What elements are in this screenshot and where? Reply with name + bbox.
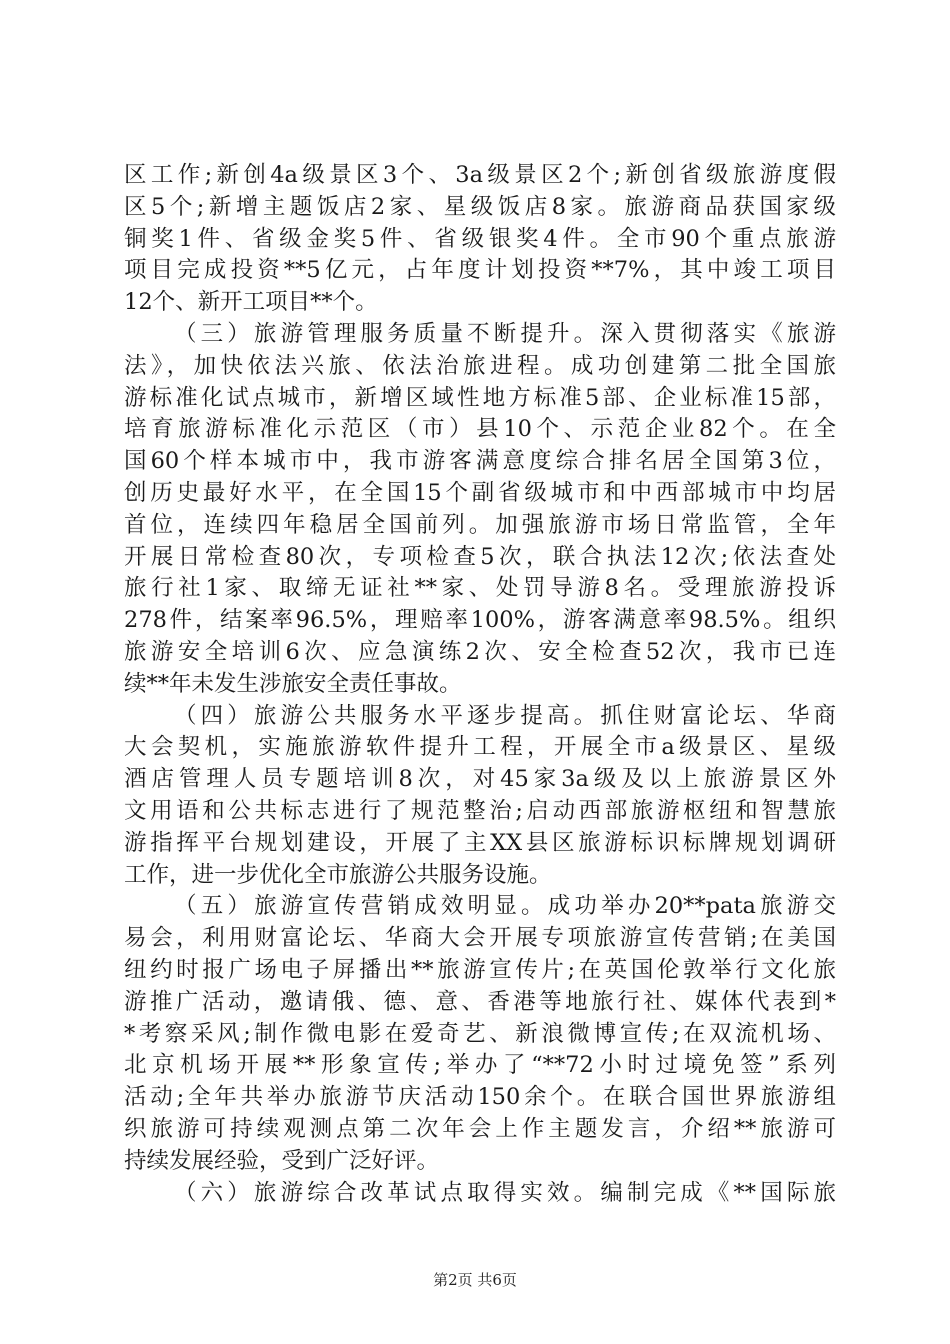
text-line: 游标准化试点城市，新增区域性地方标准5部、企业标准15部，: [124, 384, 836, 411]
text-line: 持续发展经验，受到广泛好评。: [124, 1147, 440, 1174]
text-line: 续**年未发生涉旅安全责任事故。: [124, 670, 462, 697]
text-line: 工作，进一步优化全市旅游公共服务设施。: [124, 861, 552, 888]
text-line: 国60个样本城市中，我市游客满意度综合排名居全国第3位，: [124, 448, 836, 475]
text-line: 织旅游可持续观测点第二次年会上作主题发言，介绍**旅游可: [124, 1115, 836, 1142]
text-line: 酒店管理人员专题培训8次，对45家3a级及以上旅游景区外: [124, 766, 836, 793]
text-line: 首位，连续四年稳居全国前列。加强旅游市场日常监管，全年: [124, 511, 836, 538]
document-body: [124, 160, 836, 1209]
text-line: 创历史最好水平，在全国15个副省级城市和中西部城市中均居: [124, 479, 836, 506]
text-line: 活动;全年共举办旅游节庆活动150余个。在联合国世界旅游组: [124, 1084, 836, 1111]
text-line: 大会契机，实施旅游软件提升工程，开展全市a级景区、星级: [124, 734, 836, 761]
text-line: 项目完成投资**5亿元，占年度计划投资**7%，其中竣工项目: [124, 257, 836, 284]
text-line: 游推广活动，邀请俄、德、意、香港等地旅行社、媒体代表到*: [124, 988, 836, 1015]
text-line: *考察采风;制作微电影在爱奇艺、新浪微博宣传;在双流机场、: [124, 1020, 836, 1047]
text-line: 旅行社1家、取缔无证社**家、处罚导游8名。受理旅游投诉: [124, 575, 836, 602]
text-line: 区工作;新创4a级景区3个、3a级景区2个;新创省级旅游度假: [124, 162, 836, 188]
text-line: 278件，结案率96.5%，理赔率100%，游客满意率98.5%。组织: [124, 607, 836, 634]
paragraph-first-line: （六）旅游综合改革试点取得实效。编制完成《**国际旅: [174, 1179, 836, 1206]
text-line: 12个、新开工项目**个。: [124, 289, 378, 316]
text-line: 法》，加快依法兴旅、依法治旅进程。成功创建第二批全国旅: [124, 352, 836, 379]
text-line: 纽约时报广场电子屏播出**旅游宣传片;在英国伦敦举行文化旅: [124, 956, 836, 983]
page-footer: 第2页 共6页: [433, 1271, 517, 1289]
paragraph-first-line: （五）旅游宣传营销成效明显。成功举办20**pata旅游交: [174, 893, 836, 920]
text-line: 培育旅游标准化示范区（市）县10个、示范企业82个。在全: [124, 416, 836, 443]
paragraph-first-line: （三）旅游管理服务质量不断提升。深入贯彻落实《旅游: [174, 320, 836, 347]
text-line: 铜奖1件、省级金奖5件、省级银奖4件。全市90个重点旅游: [124, 225, 836, 252]
paragraph-first-line: （四）旅游公共服务水平逐步提高。抓住财富论坛、华商: [174, 702, 836, 729]
text-line: 游指挥平台规划建设，开展了主XX县区旅游标识标牌规划调研: [124, 829, 836, 856]
text-line: 旅游安全培训6次、应急演练2次、安全检查52次，我市已连: [124, 638, 836, 665]
text-line: 易会，利用财富论坛、华商大会开展专项旅游宣传营销;在美国: [124, 925, 836, 952]
text-line: 北京机场开展**形象宣传;举办了“**72小时过境免签”系列: [124, 1052, 836, 1079]
text-line: 区5个;新增主题饭店2家、星级饭店8家。旅游商品获国家级: [124, 193, 836, 220]
text-line: 文用语和公共标志进行了规范整治;启动西部旅游枢纽和智慧旅: [124, 797, 836, 824]
text-line: 开展日常检查80次，专项检查5次，联合执法12次;依法查处: [124, 543, 836, 570]
